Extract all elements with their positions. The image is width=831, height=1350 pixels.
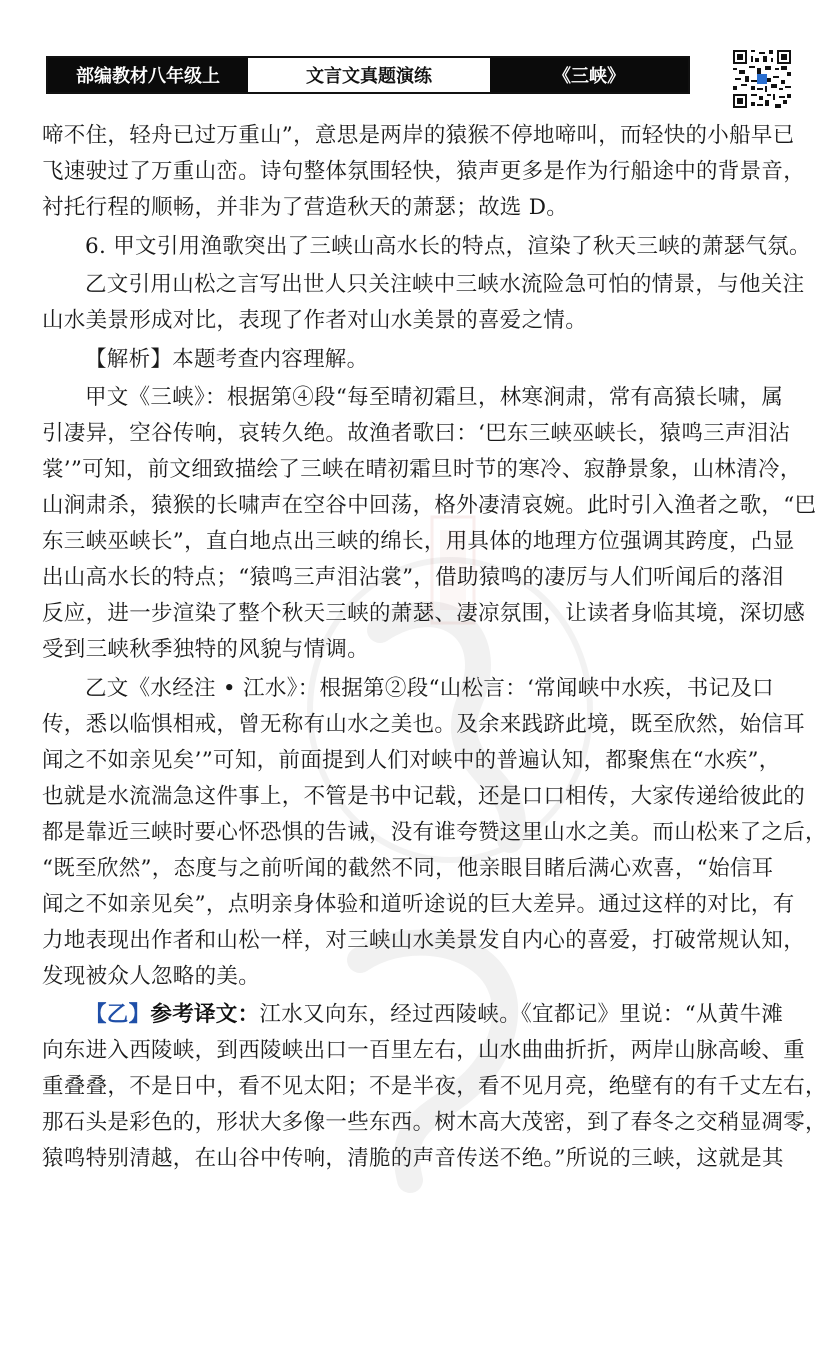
translation-first-text: 江水又向东，经过西陵峡。《宜都记》里说：“从黄牛滩 — [259, 1002, 784, 1027]
text-line: 受到三峡秋季独特的风貌与情调。 — [42, 637, 370, 662]
text-line: 乙文引用山松之言写出世人只关注峡中三峡水流险急可怕的情景，与他关注 — [85, 272, 805, 297]
qr-code-icon — [733, 50, 791, 108]
text-line: 啼不住，轻舟已过万重山”，意思是两岸的猿猴不停地啼叫，而轻快的小船早已 — [42, 123, 795, 148]
text-line: 出山高水长的特点；“猿鸣三声泪沾裳”，借助猿鸣的凄厉与人们听闻后的落泪 — [42, 565, 784, 590]
text-line: 甲文《三峡》：根据第④段“每至晴初霜旦，林寒涧肃，常有高猿长啸，属 — [85, 385, 784, 410]
document-body — [42, 118, 827, 1177]
text-line: 裳’”可知，前文细致描绘了三峡在晴初霜旦时节的寒冷、寂静景象，山林清冷， — [42, 457, 802, 482]
text-line: 东三峡巫峡长”，直白地点出三峡的绵长，用具体的地理方位强调其跨度，凸显 — [42, 529, 795, 554]
translation-label: 参考译文： — [150, 1002, 260, 1027]
text-line: 力地表现出作者和山松一样，对三峡山水美景发自内心的喜爱，打破常规认知， — [42, 927, 806, 953]
header-grade: 部编教材八年级上 — [48, 58, 248, 92]
text-line: 都是靠近三峡时要心怀恐惧的告诫，没有谁夸赞这里山水之美。而山松来了之后， — [42, 819, 827, 845]
text-line: 猿鸣特别清越，在山谷中传响，清脆的声音传送不绝。”所说的三峡，这就是其 — [42, 1146, 784, 1171]
header-lesson: 《三峡》 — [490, 58, 688, 92]
text-line: 山涧肃杀，猿猴的长啸声在空谷中回荡，格外凄清哀婉。此时引入渔者之歌，“巴 — [42, 493, 817, 518]
text-line: 发现被众人忽略的美。 — [42, 963, 261, 989]
text-line: 衬托行程的顺畅，并非为了营造秋天的萧瑟；故选 D。 — [42, 195, 569, 220]
text-line: “既至欣然”，态度与之前听闻的截然不同，他亲眼目睹后满心欢喜，“始信耳 — [42, 855, 774, 881]
text-line: 反应，进一步渲染了整个秋天三峡的萧瑟、凄凉氛围，让读者身临其境，深切感 — [42, 601, 806, 626]
text-line: 6. 甲文引用渔歌突出了三峡山高水长的特点，渲染了秋天三峡的萧瑟气氛。 — [85, 233, 811, 259]
text-line: 山水美景形成对比，表现了作者对山水美景的喜爱之情。 — [42, 308, 588, 333]
text-line: 闻之不如亲见矣”，点明亲身体验和道听途说的巨大差异。通过这样的对比，有 — [42, 891, 795, 917]
text-line: 引凄异，空谷传响，哀转久绝。故渔者歌曰：‘巴东三峡巫峡长，猿鸣三声泪沾 — [42, 421, 791, 446]
text-line: 重叠叠，不是日中，看不见太阳；不是半夜，看不见月亮，绝壁有的有千丈左右， — [42, 1074, 827, 1099]
page-header — [46, 56, 690, 94]
text-line: 闻之不如亲见矣’”可知，前面提到人们对峡中的普遍认知，都聚焦在“水疾”， — [42, 747, 781, 773]
text-line: 传，悉以临惧相戒，曾无称有山水之美也。及余来践跻此境，既至欣然，始信耳 — [42, 711, 806, 737]
text-line: 飞速驶过了万重山峦。诗句整体氛围轻快，猿声更多是作为行船途中的背景音， — [42, 159, 806, 184]
text-line: 向东进入西陵峡，到西陵峡出口一百里左右，山水曲曲折折，两岸山脉高峻、重 — [42, 1038, 806, 1063]
text-line: 那石头是彩色的，形状大多像一些东西。树木高大茂密，到了春冬之交稍显凋零， — [42, 1110, 827, 1135]
header-section: 文言文真题演练 — [248, 58, 490, 92]
translation-first-line — [42, 997, 802, 1033]
translation-tag: 【乙】 — [85, 1002, 151, 1027]
text-line: 乙文《水经注 • 江水》：根据第②段“山松言：‘常闻峡中水疾，书记及口 — [85, 675, 774, 701]
text-line: 也就是水流湍急这件事上，不管是书中记载，还是口口相传，大家传递给彼此的 — [42, 783, 806, 809]
analysis-header: 【解析】本题考查内容理解。 — [85, 346, 369, 372]
